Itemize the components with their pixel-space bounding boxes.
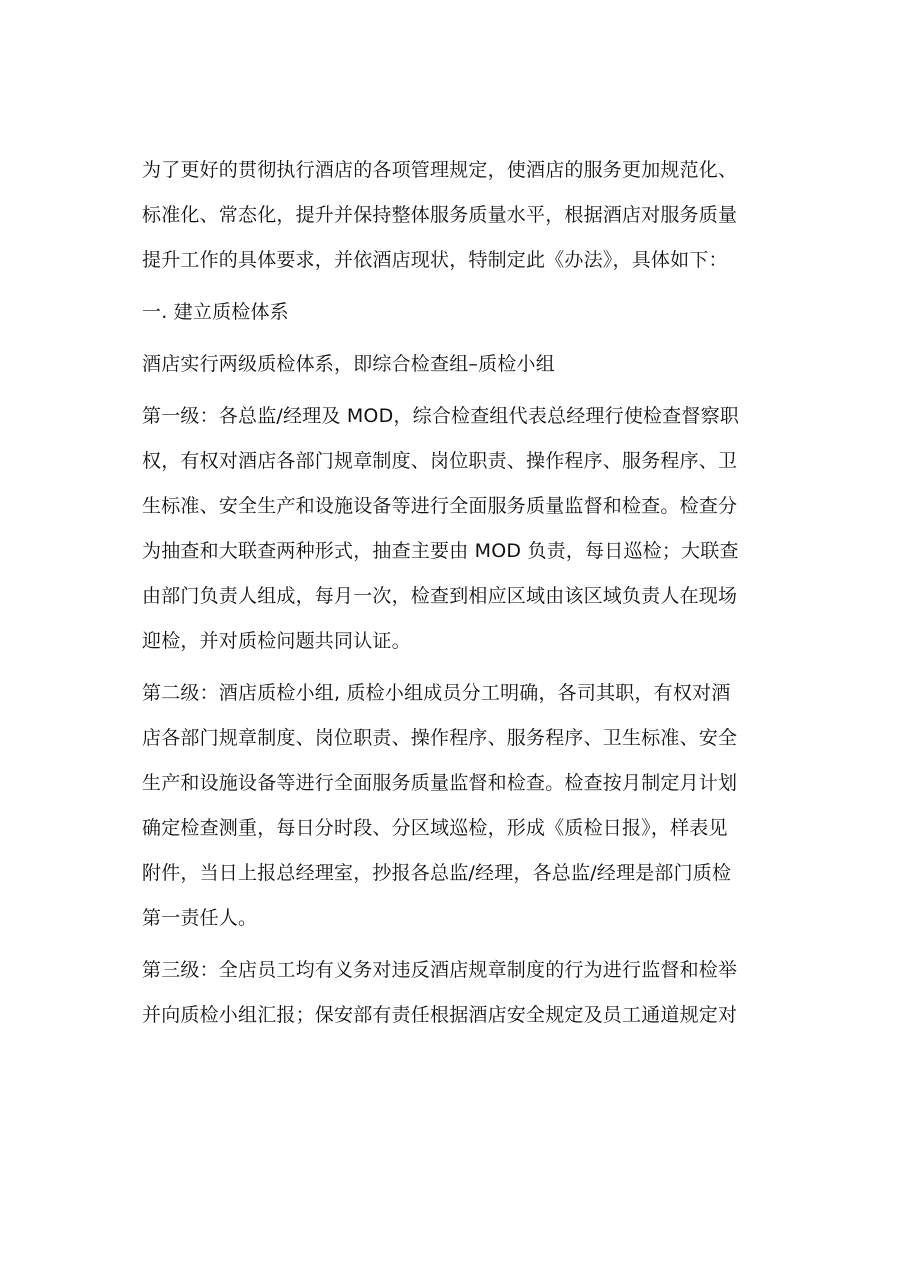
text-line: 店各部门规章制度、岗位职责、操作程序、服务程序、卫生标准、安全 — [142, 727, 738, 749]
text-line: 标准化、常态化，提升并保持整体服务质量水平，根据酒店对服务质量 — [142, 204, 738, 226]
text-line: 迎检，并对质检问题共同认证。 — [142, 630, 411, 652]
text-line: 由部门负责人组成，每月一次，检查到相应区域由该区域负责人在现场 — [142, 585, 738, 607]
document-body — [142, 148, 792, 1045]
text-line: 第一级：各总监/经理及 MOD，综合检查组代表总经理行使检查督察职 — [142, 405, 740, 427]
level-one-paragraph — [142, 394, 792, 664]
system-summary-paragraph — [142, 342, 792, 387]
level-three-paragraph — [142, 948, 792, 1038]
text-line: 第二级：酒店质检小组, 质检小组成员分工明确，各司其职，有权对酒 — [142, 682, 731, 704]
section-heading — [142, 290, 792, 335]
text-line: 权，有权对酒店各部门规章制度、岗位职责、操作程序、服务程序、卫 — [142, 450, 738, 472]
text-line: 生标准、安全生产和设施设备等进行全面服务质量监督和检查。检查分 — [142, 495, 738, 517]
text-line: 生产和设施设备等进行全面服务质量监督和检查。检查按月制定月计划 — [142, 772, 738, 794]
level-two-paragraph — [142, 671, 792, 941]
text-line: 第一责任人。 — [142, 907, 258, 929]
text-line: 确定检查测重，每日分时段、分区域巡检，形成《质检日报》，样表见 — [142, 817, 728, 839]
text-line: 为抽查和大联查两种形式，抽查主要由 MOD 负责，每日巡检；大联查 — [142, 540, 739, 562]
text-line: 第三级：全店员工均有义务对违反酒店规章制度的行为进行监督和检举 — [142, 959, 738, 981]
text-line: 提升工作的具体要求，并依酒店现状，特制定此《办法》，具体如下： — [142, 249, 728, 271]
text-line: 酒店实行两级质检体系，即综合检查组–质检小组 — [142, 353, 555, 375]
text-line: 为了更好的贯彻执行酒店的各项管理规定，使酒店的服务更加规范化、 — [142, 159, 738, 181]
intro-paragraph — [142, 148, 792, 283]
heading-line: 一. 建立质检体系 — [142, 301, 289, 323]
text-line: 附件，当日上报总经理室，抄报各总监/经理，各总监/经理是部门质检 — [142, 862, 732, 884]
text-line: 并向质检小组汇报；保安部有责任根据酒店安全规定及员工通道规定对 — [142, 1004, 738, 1026]
